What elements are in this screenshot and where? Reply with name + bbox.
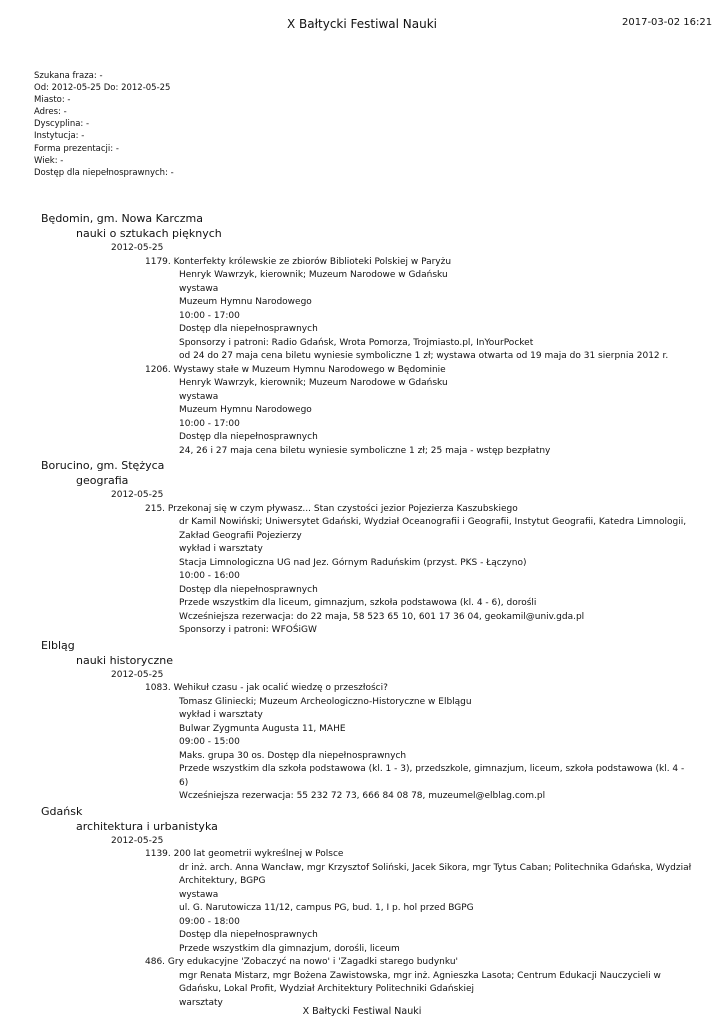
event-title: 1083. Wehikuł czasu - jak ocalić wiedzę o przeszłości?: [145, 683, 388, 693]
discipline-heading: architektura i urbanistyka: [76, 819, 218, 833]
event-detail: 09:00 - 15:00: [179, 737, 240, 747]
event-title: 1179. Konterfekty królewskie ze zbiorów Biblioteki Polskiej w Paryżu: [145, 256, 452, 267]
event-detail: 10:00 - 17:00: [179, 310, 240, 321]
date-heading: 2012-05-25: [111, 243, 164, 253]
event-detail: 09:00 - 18:00: [179, 916, 240, 927]
event-detail: ul. G. Narutowicza 11/12, campus PG, bud. 1, I p. hol przed BGPG: [179, 903, 474, 913]
filter-age: Wiek: -: [34, 155, 64, 166]
event-detail: Maks. grupa 30 os. Dostęp dla niepełnosprawnych: [179, 750, 407, 761]
event-detail: 24, 26 i 27 maja cena biletu wyniesie symboliczne 1 zł; 25 maja - wstęp bezpłatny: [179, 445, 551, 456]
discipline-heading: geografia: [76, 474, 129, 487]
place-heading: Borucino, gm. Stężyca: [41, 459, 165, 472]
results-list: [0, 211, 724, 1010]
date-heading: 2012-05-25: [111, 669, 164, 680]
event-detail: wystawa: [179, 391, 219, 402]
print-date: 2017-03-02 16:21: [622, 17, 713, 28]
filter-accessibility: Dostęp dla niepełnosprawnych: -: [34, 167, 174, 178]
discipline-heading: nauki o sztukach pięknych: [76, 227, 222, 240]
event-detail: Wcześniejsza rezerwacja: do 22 maja, 58 523 65 10, 601 17 36 04, geokamil@univ.gda.pl: [179, 611, 585, 622]
place-heading: Elbląg: [41, 638, 75, 652]
event-detail: Dostęp dla niepełnosprawnych: [179, 324, 318, 334]
date-heading: 2012-05-25: [111, 835, 164, 846]
filter-presentation-form: Forma prezentacji: -: [34, 143, 119, 154]
event-detail: Henryk Wawrzyk, kierownik; Muzeum Narodowe w Gdańsku: [179, 378, 448, 388]
event-detail: Stacja Limnologiczna UG nad Jez. Górnym Raduńskim (przyst. PKS - Łączyno): [179, 557, 527, 568]
event-detail: Dostęp dla niepełnosprawnych: [179, 584, 318, 595]
filter-institution: Instytucja: -: [34, 131, 85, 142]
filter-discipline: Dyscyplina: -: [34, 119, 90, 130]
event-detail: Sponsorzy i patroni: Radio Gdańsk, Wrota Pomorza, Trojmiasto.pl, InYourPocket: [179, 337, 534, 348]
event-detail: wystawa: [179, 283, 219, 294]
date-heading: 2012-05-25: [111, 490, 164, 500]
page-title: X Bałtycki Festiwal Nauki: [287, 17, 437, 31]
event-detail: Przede wszystkim dla liceum, gimnazjum, szkoła podstawowa (kl. 4 - 6), dorośli: [179, 598, 537, 608]
event-detail: Bulwar Zygmunta Augusta 11, MAHE: [179, 723, 346, 734]
event-detail: wykład i warsztaty: [179, 544, 263, 554]
event-detail: Dostęp dla niepełnosprawnych: [179, 432, 318, 442]
event-detail: Przede wszystkim dla szkoła podstawowa (kl. 1 - 3), przedszkole, gimnazjum, liceum, szkoła podstawowa (kl. 4 - 6): [179, 764, 685, 788]
event-detail: dr inż. arch. Anna Wancław, mgr Krzysztof Soliński, Jacek Sikora, mgr Tytus Caban; Politechnika Gdańska, Wydział Architektury, BGPG: [179, 862, 692, 886]
event-detail: mgr Renata Mistarz, mgr Bożena Zawistowska, mgr inż. Agnieszka Lasota; Centrum Edukacji Nauczycieli w Gdańsku, Lokal Profit, Wydział Architektury Politechniki Gdańskiej: [179, 970, 661, 994]
event-detail: wystawa: [179, 889, 219, 900]
event-title: 215. Przekonaj się w czym pływasz... Stan czystości jezior Pojezierza Kaszubskiego: [145, 503, 518, 514]
event-detail: 10:00 - 16:00: [179, 571, 240, 581]
page-footer: X Bałtycki Festiwal Nauki: [302, 1006, 422, 1017]
event-detail: Wcześniejsza rezerwacja: 55 232 72 73, 666 84 08 78, muzeumel@elblag.com.pl: [179, 791, 546, 801]
event-title: 1206. Wystawy stałe w Muzeum Hymnu Narodowego w Będominie: [145, 364, 446, 375]
event-detail: Muzeum Hymnu Narodowego: [179, 297, 312, 307]
event-detail: wykład i warsztaty: [179, 710, 263, 720]
event-detail: Sponsorzy i patroni: WFOŚiGW: [179, 625, 317, 635]
event-detail: Tomasz Gliniecki; Muzeum Archeologiczno-Historyczne w Elblągu: [179, 696, 472, 707]
filter-date-range: Od: 2012-05-25 Do: 2012-05-25: [34, 83, 171, 94]
event-title: 486. Gry edukacyjne 'Zobaczyć na nowo' i 'Zagadki starego budynku': [145, 957, 458, 967]
event-detail: 10:00 - 17:00: [179, 418, 240, 429]
place-heading: Będomin, gm. Nowa Karczma: [41, 212, 203, 225]
event-detail: dr Kamil Nowiński; Uniwersytet Gdański, Wydział Oceanografii i Geografii, Instytut Geografii, Katedra Limnologii, Zakład Geografii Pojezierzy: [179, 517, 687, 541]
event-detail: Henryk Wawrzyk, kierownik; Muzeum Narodowe w Gdańsku: [179, 270, 448, 280]
place-heading: Gdańsk: [41, 804, 83, 818]
filter-city: Miasto: -: [34, 95, 71, 106]
search-filters: [34, 70, 174, 179]
event-detail: Dostęp dla niepełnosprawnych: [179, 930, 318, 940]
event-detail: Przede wszystkim dla gimnazjum, dorośli, liceum: [179, 943, 400, 954]
event-detail: warsztaty: [179, 997, 223, 1008]
event-detail: od 24 do 27 maja cena biletu wyniesie symboliczne 1 zł; wystawa otwarta od 19 maja do 31 sierpnia 2012 r.: [179, 351, 669, 361]
event-detail: Muzeum Hymnu Narodowego: [179, 405, 312, 415]
filter-phrase: Szukana fraza: -: [34, 71, 103, 81]
filter-address: Adres: -: [34, 107, 67, 118]
discipline-heading: nauki historyczne: [76, 653, 174, 667]
event-title: 1139. 200 lat geometrii wykreślnej w Polsce: [145, 849, 344, 859]
